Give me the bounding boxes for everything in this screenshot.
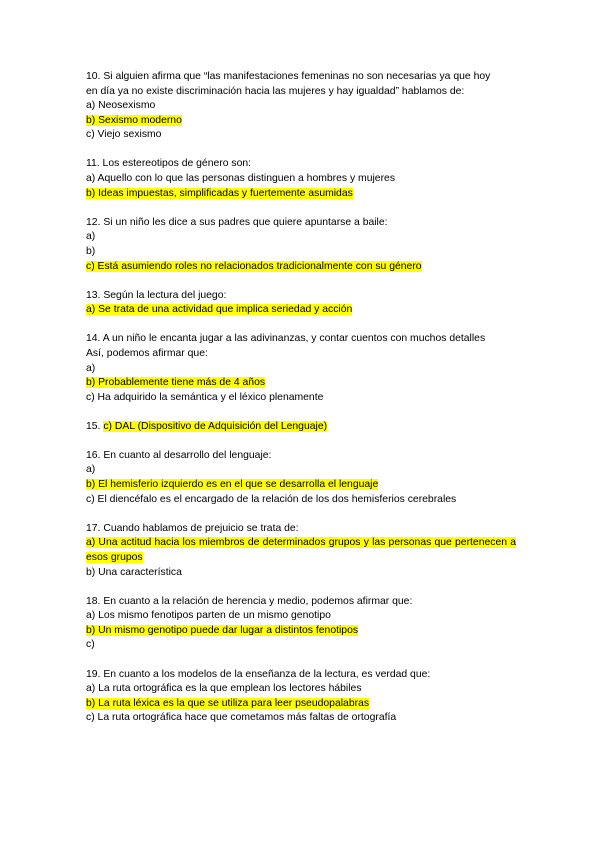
question-13 bbox=[86, 289, 516, 318]
question-18 bbox=[86, 595, 516, 653]
question-10 bbox=[86, 70, 516, 143]
answer-highlight: b) Sexismo moderno bbox=[86, 114, 182, 126]
question-prompt: 11. Los estereotipos de género son: bbox=[86, 158, 252, 170]
answer-highlight: c) DAL (Dispositivo de Adquisición del Lenguaje) bbox=[103, 420, 328, 432]
option-a: a) bbox=[86, 362, 96, 374]
option-a-answer bbox=[86, 303, 516, 318]
question-prompt: 19. En cuanto a los modelos de la enseñanza de la lectura, es verdad que: bbox=[86, 668, 431, 680]
option-a: a) La ruta ortográfica es la que emplean los lectores hábiles bbox=[86, 683, 362, 695]
option-b: b) bbox=[86, 245, 96, 257]
option-a: a) bbox=[86, 231, 96, 243]
option-a: a) Aquello con lo que las personas distinguen a hombres y mujeres bbox=[86, 173, 396, 185]
option-b-answer bbox=[86, 114, 516, 129]
question-prompt: 12. Si un niño les dice a sus padres que quiere apuntarse a baile: bbox=[86, 216, 388, 228]
option-a: a) bbox=[86, 464, 96, 476]
option-c-answer bbox=[86, 260, 516, 275]
question-19 bbox=[86, 668, 516, 726]
question-prompt: 18. En cuanto a la relación de herencia y medio, podemos afirmar que: bbox=[86, 595, 413, 607]
answer-highlight: b) Ideas impuestas, simplificadas y fuertemente asumidas bbox=[86, 187, 353, 199]
option-b-answer bbox=[86, 478, 516, 493]
question-prompt: 13. Según la lectura del juego: bbox=[86, 289, 227, 301]
question-prompt: 10. Si alguien afirma que “las manifestaciones femeninas no son necesarias ya que hoy bbox=[86, 71, 491, 82]
option-c: c) El diencéfalo es el encargado de la relación de los dos hemisferios cerebrales bbox=[86, 493, 457, 505]
question-prompt: Así, podemos afirmar que: bbox=[86, 347, 208, 359]
question-prompt: 14. A un niño le encanta jugar a las adivinanzas, y contar cuentos con muchos detalles bbox=[86, 333, 486, 345]
answer-highlight: b) Un mismo genotipo puede dar lugar a distintos fenotipos bbox=[86, 624, 359, 636]
option-b: b) Una característica bbox=[86, 566, 182, 578]
question-12 bbox=[86, 216, 516, 274]
question-prompt: 15. c) DAL (Dispositivo de Adquisición del Lenguaje) bbox=[86, 420, 328, 432]
option-a: a) Los mismo fenotipos parten de un mismo genotipo bbox=[86, 610, 331, 622]
answer-highlight: b) El hemisferio izquierdo es en el que se desarrolla el lenguaje bbox=[86, 479, 379, 491]
option-c: c) Ha adquirido la semántica y el léxico plenamente bbox=[86, 391, 324, 403]
answer-highlight: a) Una actitud hacia los miembros de determinados grupos y las personas que pertenecen a esos grupos bbox=[86, 537, 516, 563]
answer-highlight: b) La ruta léxica es la que se utiliza para leer pseudopalabras bbox=[86, 697, 370, 709]
document-page bbox=[86, 70, 516, 740]
question-prompt: 16. En cuanto al desarrollo del lenguaje: bbox=[86, 449, 272, 461]
question-prompt: 17. Cuando hablamos de prejuicio se trata de: bbox=[86, 522, 299, 534]
option-b-answer bbox=[86, 187, 516, 202]
option-b-answer bbox=[86, 697, 516, 712]
answer-highlight: a) Se trata de una actividad que implica seriedad y acción bbox=[86, 304, 353, 316]
option-c: c) La ruta ortográfica hace que cometamos más faltas de ortografía bbox=[86, 712, 397, 724]
option-b-answer bbox=[86, 376, 516, 391]
option-c: c) bbox=[86, 639, 95, 651]
option-c: c) Viejo sexismo bbox=[86, 129, 162, 141]
option-b-answer bbox=[86, 624, 516, 639]
option-a-answer bbox=[86, 536, 516, 565]
question-15 bbox=[86, 420, 516, 435]
answer-highlight: b) Probablemente tiene más de 4 años bbox=[86, 377, 266, 389]
answer-highlight: c) Está asumiendo roles no relacionados tradicionalmente con su género bbox=[86, 260, 422, 272]
question-14 bbox=[86, 332, 516, 405]
question-17 bbox=[86, 522, 516, 580]
question-16 bbox=[86, 449, 516, 507]
option-a: a) Neosexismo bbox=[86, 100, 156, 112]
question-11 bbox=[86, 157, 516, 201]
question-prompt: en día ya no existe discriminación hacia las mujeres y hay igualdad” hablamos de: bbox=[86, 85, 465, 97]
